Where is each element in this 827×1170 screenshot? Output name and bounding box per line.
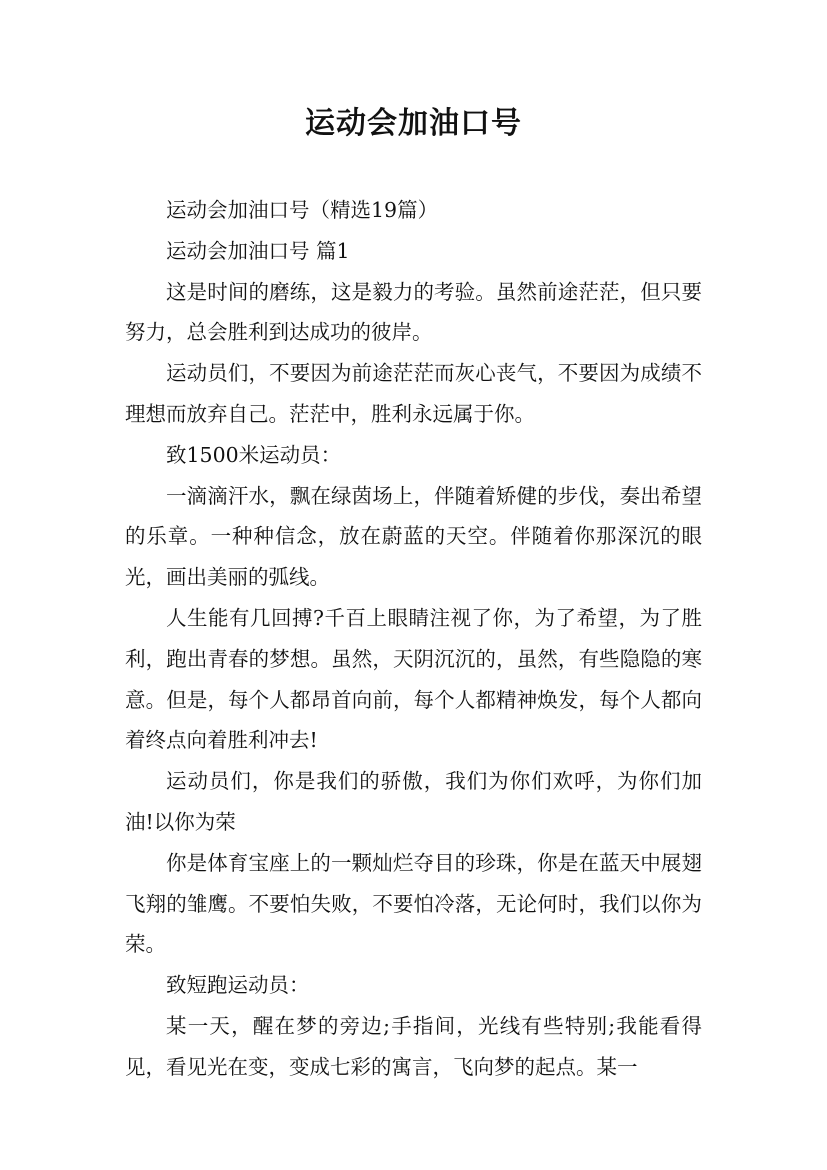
paragraph-subtitle: 运动会加油口号（精选19篇）	[166, 198, 439, 222]
paragraph-heading: 致短跑运动员：	[166, 973, 310, 998]
paragraph: 某一天，醒在梦的旁边;手指间，光线有些特别;我能看得见，看见光在变，变成七彩的寓言，飞向梦的起点。某一	[125, 1013, 702, 1079]
paragraph: 你是体育宝座上的一颗灿烂夺目的珍珠，你是在蓝天中展翅飞翔的雏鹰。不要怕失败，不要怕冷落，无论何时，我们以你为荣。	[125, 850, 702, 957]
paragraph: 这是时间的磨练，这是毅力的考验。虽然前途茫茫，但只要努力，总会胜利到达成功的彼岸。	[125, 279, 702, 345]
document-title: 运动会加油口号	[305, 106, 522, 141]
paragraph-section-heading: 运动会加油口号 篇1	[166, 238, 350, 263]
paragraph: 运动员们，你是我们的骄傲，我们为你们欢呼，为你们加油!以你为荣	[125, 769, 702, 834]
paragraph: 运动员们，不要因为前途茫茫而灰心丧气，不要因为成绩不理想而放弃自己。茫茫中，胜利永远属于你。	[125, 361, 702, 426]
paragraph: 人生能有几回搏?千百上眼睛注视了你，为了希望，为了胜利，跑出青春的梦想。虽然，天阴沉沉的，虽然，有些隐隐的寒意。但是，每个人都昂首向前，每个人都精神焕发，每个人都向着终点向着胜利冲去!	[125, 605, 702, 753]
paragraph-heading: 致1500米运动员：	[166, 442, 342, 467]
document-body	[125, 190, 702, 1088]
paragraph: 一滴滴汗水，飘在绿茵场上，伴随着矫健的步伐，奏出希望的乐章。一种种信念，放在蔚蓝的天空。伴随着你那深沉的眼光，画出美丽的弧线。	[125, 483, 702, 590]
